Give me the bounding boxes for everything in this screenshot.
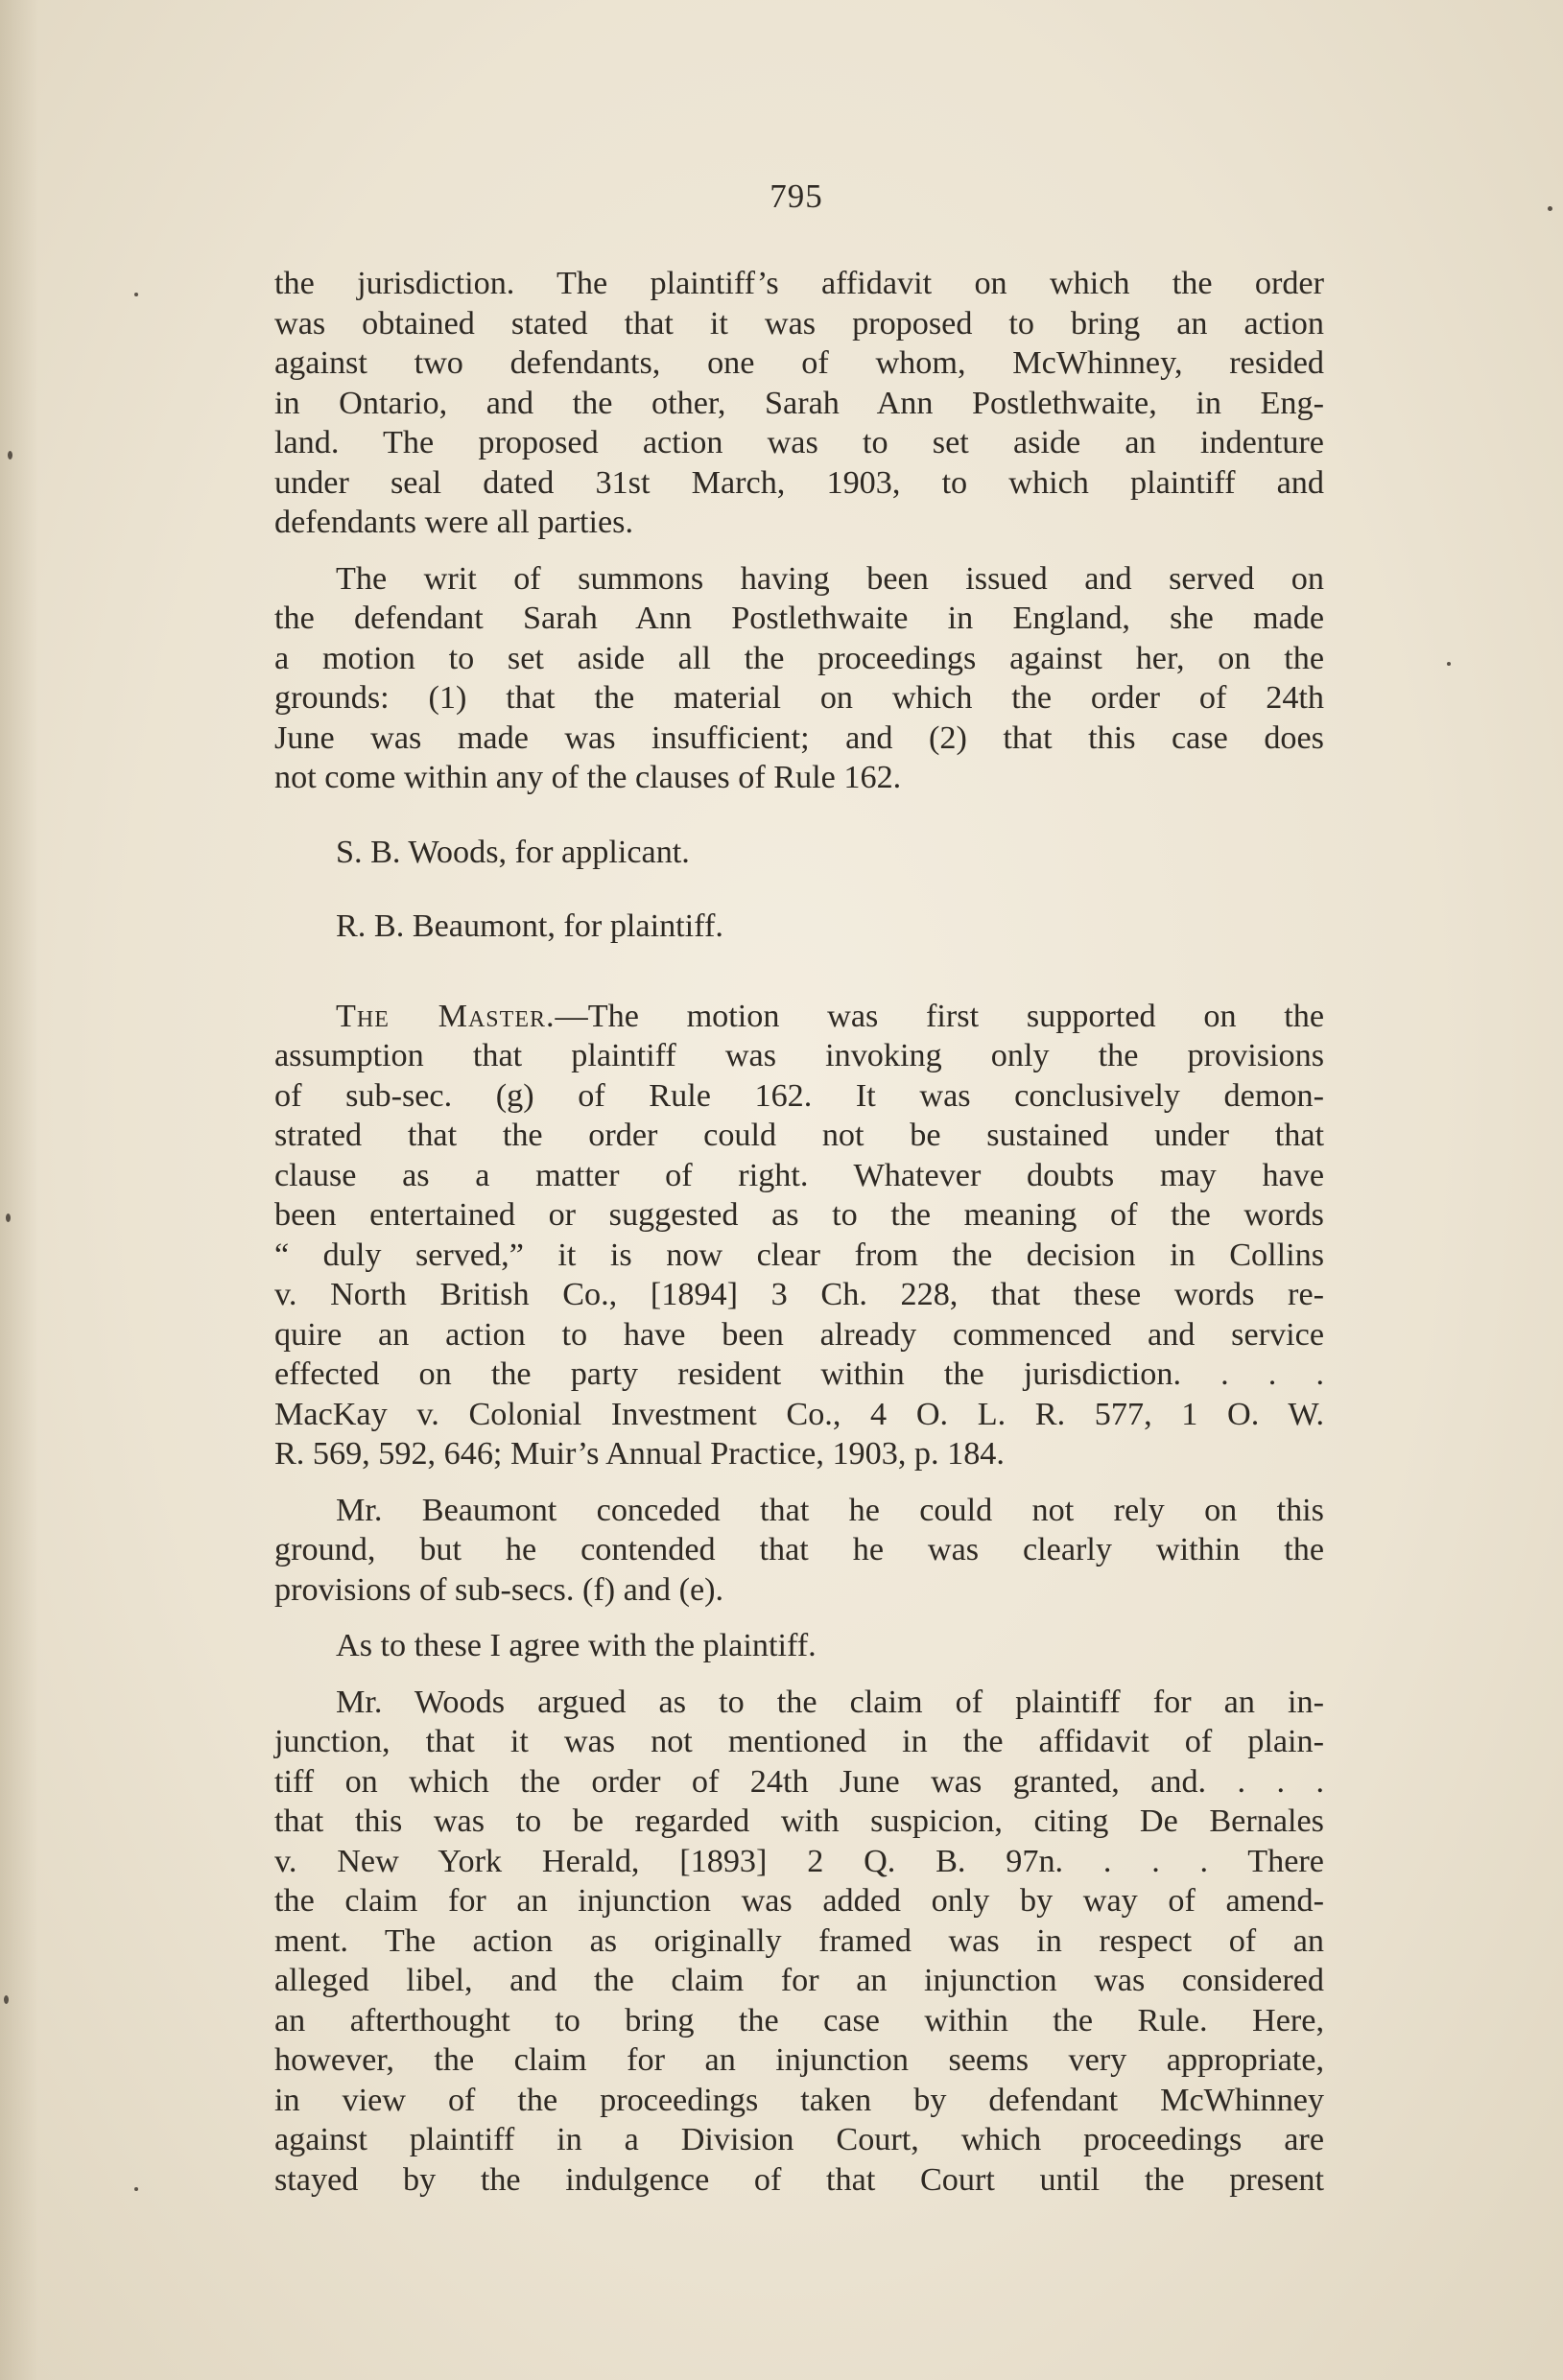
text-line: R. 569, 592, 646; Muir’s Annual Practice, 1903, p. 184. — [274, 1436, 1005, 1472]
text-line: grounds: (1) that the material on which the order of 24th — [274, 680, 1324, 716]
text-line: in Ontario, and the other, Sarah Ann Postlethwaite, in Eng- — [274, 385, 1324, 421]
page-speck — [134, 293, 138, 296]
text-line: clause as a matter of right. Whatever doubts may have — [274, 1157, 1324, 1193]
page-speck — [134, 2187, 138, 2191]
paragraph-agree — [274, 1626, 1324, 1666]
text-line: Mr. Beaumont conceded that he could not rely on this — [336, 1492, 1324, 1528]
body-text — [274, 264, 1324, 2200]
text-line: alleged libel, and the claim for an injunction was considered — [274, 1963, 1324, 1998]
page-number: 795 — [770, 177, 823, 215]
paragraph-woods-argued — [274, 1683, 1324, 2201]
binding-shadow — [0, 0, 38, 2380]
text-line: As to these I agree with the plaintiff. — [336, 1628, 817, 1663]
paragraph-the-master — [274, 997, 1324, 1474]
text-line: a motion to set aside all the proceedings against her, on the — [274, 640, 1324, 676]
text-line: provisions of sub-secs. (f) and (e). — [274, 1571, 724, 1608]
page-speck — [1447, 662, 1451, 666]
counsel-applicant — [274, 833, 1324, 873]
text-line: quire an action to have been already commenced and service — [274, 1316, 1324, 1353]
text-line: been entertained or suggested as to the meaning of the words — [274, 1197, 1324, 1233]
text-line: The writ of summons having been issued and served on — [336, 560, 1324, 597]
text-line: ment. The action as originally framed was in respect of an — [274, 1922, 1324, 1959]
page-speck — [6, 1214, 11, 1222]
page-speck — [8, 451, 12, 460]
text-line: not come within any of the clauses of Rule 162. — [274, 760, 902, 795]
text-line: June was made was insufficient; and (2) that this case does — [274, 719, 1324, 756]
text-line-rest: —The motion was first supported on the — [555, 998, 1325, 1034]
text-line: against plaintiff in a Division Court, which proceedings are — [274, 2122, 1324, 2157]
paragraph-writ-of-summons — [274, 559, 1324, 798]
text-line: in view of the proceedings taken by defendant McWhinney — [274, 2082, 1324, 2118]
text-line: “ duly served,” it is now clear from the decision in Collins — [274, 1237, 1324, 1273]
text-line: that this was to be regarded with suspicion, citing De Bernales — [274, 1803, 1324, 1839]
text-line — [274, 997, 1324, 1037]
text-line: under seal dated 31st March, 1903, to which plaintiff and — [274, 464, 1324, 501]
text-line: land. The proposed action was to set aside an indenture — [274, 425, 1324, 460]
text-line: ground, but he contended that he was clearly within the — [274, 1532, 1324, 1567]
text-line: defendants were all parties. — [274, 505, 633, 540]
text-line: stayed by the indulgence of that Court until the present — [274, 2161, 1324, 2198]
text-line: Mr. Woods argued as to the claim of plaintiff for an in- — [336, 1684, 1324, 1720]
speaker-the-master: The Master. — [336, 998, 556, 1034]
page-speck — [4, 1995, 9, 2004]
text-line: against two defendants, one of whom, McWhinney, resided — [274, 345, 1324, 381]
text-line: was obtained stated that it was proposed to bring an action — [274, 305, 1324, 342]
text-line: however, the claim for an injunction seems very appropriate, — [274, 2042, 1324, 2078]
text-line: strated that the order could not be sustained under that — [274, 1118, 1324, 1153]
text-line: the claim for an injunction was added only by way of amend- — [274, 1883, 1324, 1919]
text-line: R. B. Beaumont, for plaintiff. — [336, 908, 723, 944]
page-speck — [1548, 206, 1552, 211]
text-line: S. B. Woods, for applicant. — [336, 834, 690, 870]
text-line: MacKay v. Colonial Investment Co., 4 O. L. R. 577, 1 O. W. — [274, 1396, 1324, 1432]
text-line: assumption that plaintiff was invoking only the provisions — [274, 1038, 1324, 1073]
text-line: the defendant Sarah Ann Postlethwaite in England, she made — [274, 601, 1324, 636]
paragraph-beaumont-conceded — [274, 1491, 1324, 1611]
text-line: v. New York Herald, [1893] 2 Q. B. 97n. . . . There — [274, 1843, 1324, 1879]
text-line: an afterthought to bring the case within the Rule. Here, — [274, 2002, 1324, 2038]
text-line: tiff on which the order of 24th June was granted, and. . . . — [274, 1763, 1324, 1800]
text-line: junction, that it was not mentioned in the affidavit of plain- — [274, 1724, 1324, 1759]
text-line: of sub-sec. (g) of Rule 162. It was conclusively demon- — [274, 1077, 1324, 1114]
paragraph-jurisdiction — [274, 264, 1324, 543]
text-line: the jurisdiction. The plaintiff’s affidavit on which the order — [274, 266, 1324, 301]
text-line: v. North British Co., [1894] 3 Ch. 228, that these words re- — [274, 1277, 1324, 1312]
text-line: effected on the party resident within the jurisdiction. . . . — [274, 1356, 1324, 1392]
counsel-plaintiff — [274, 907, 1324, 947]
